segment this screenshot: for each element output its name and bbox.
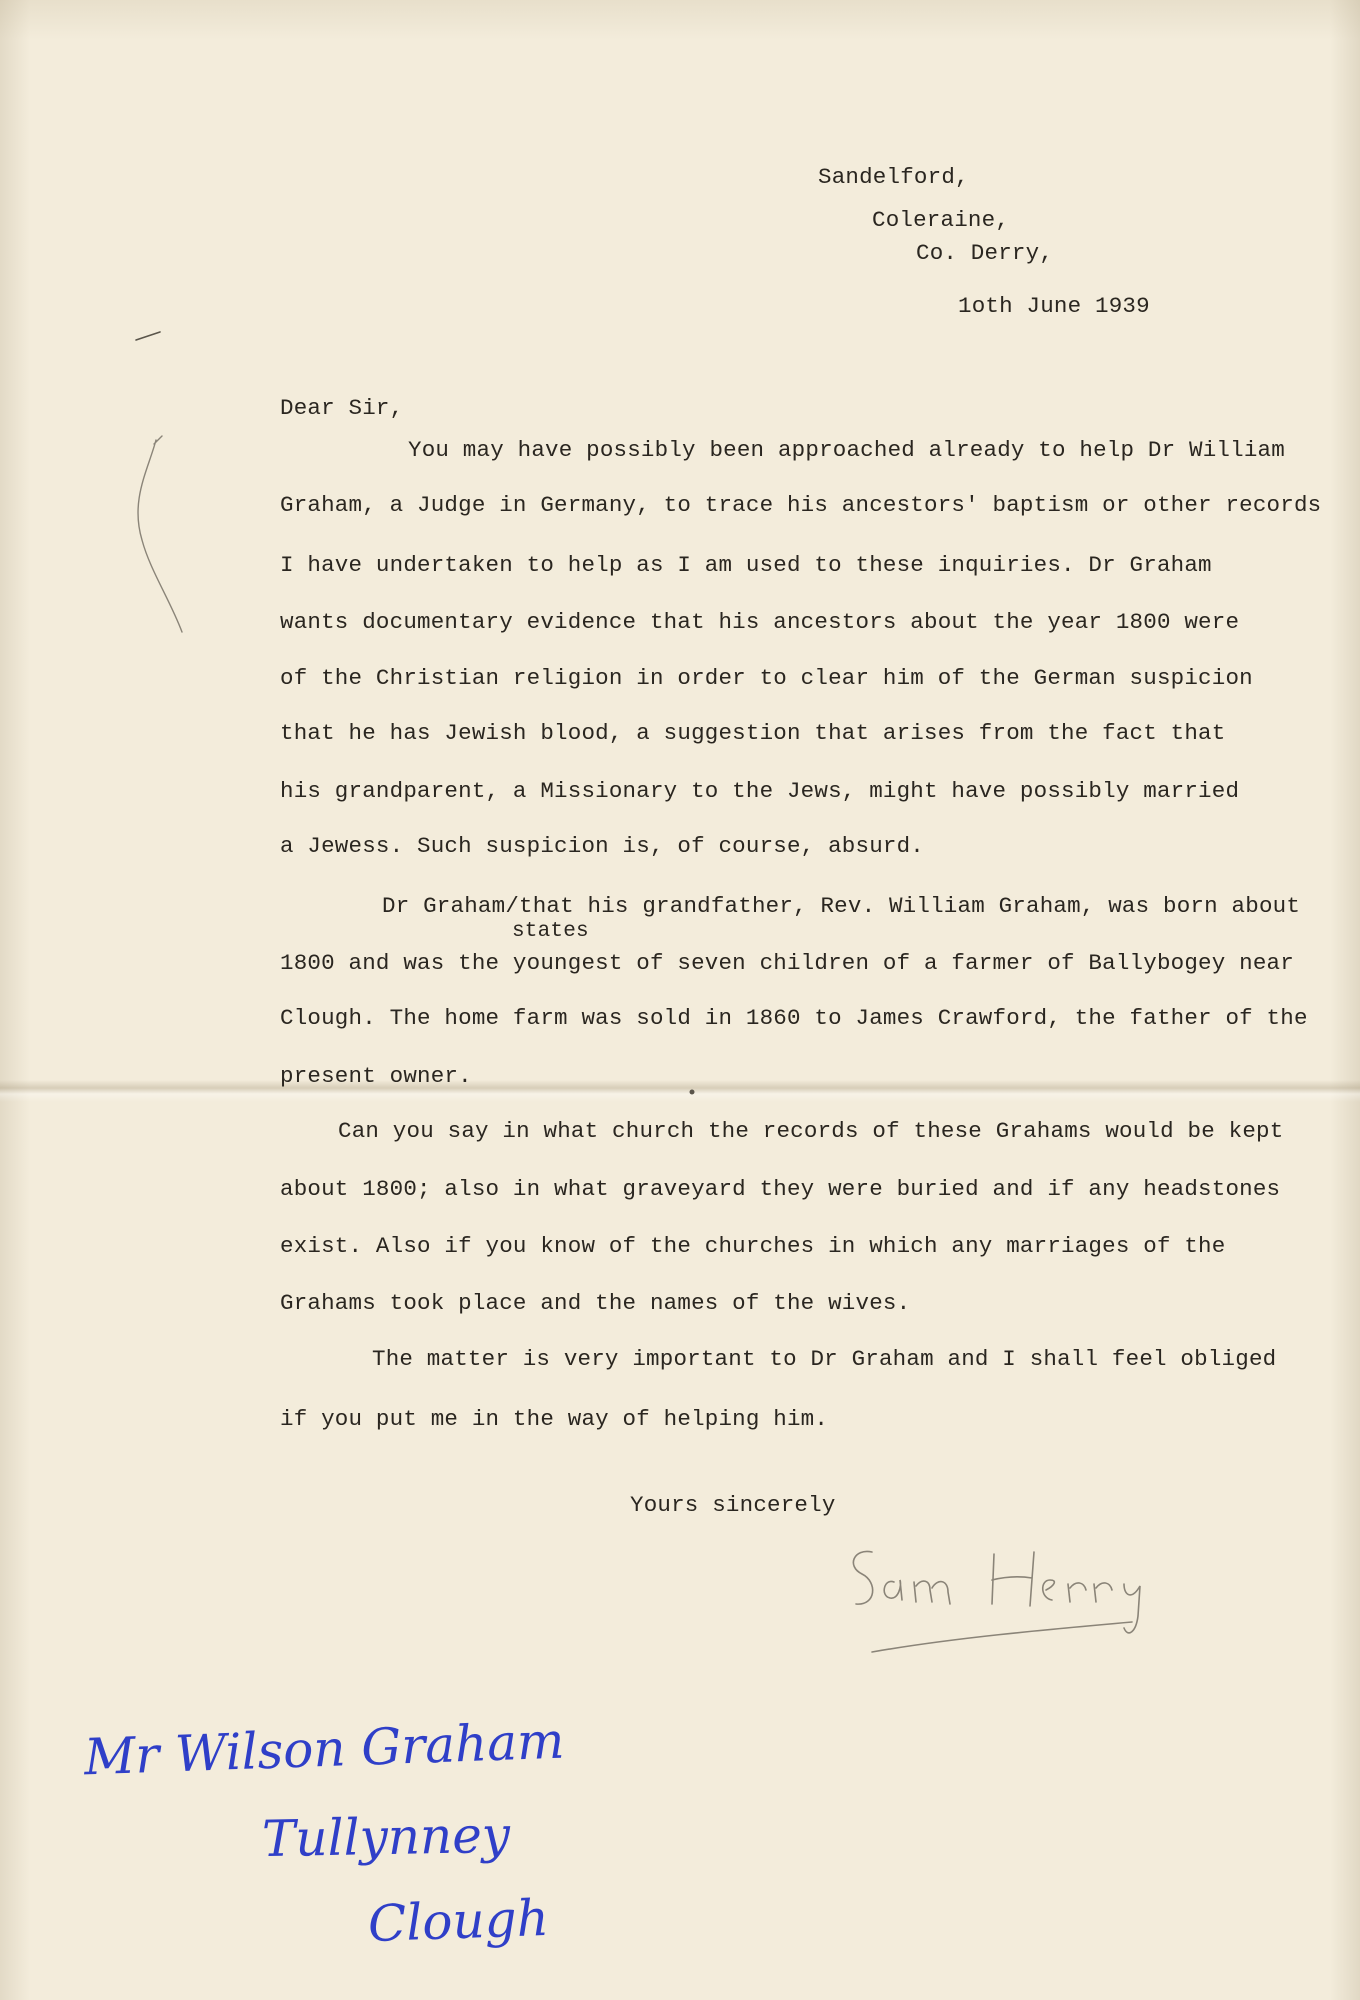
body-line-10: 1800 and was the youngest of seven children of a farmer of Ballybogey near: [280, 950, 1294, 976]
address-line-3: Co. Derry,: [916, 240, 1054, 266]
salutation: Dear Sir,: [280, 395, 404, 421]
body-line-1: You may have possibly been approached already to help Dr William: [408, 437, 1285, 463]
address-line-2: Coleraine,: [872, 207, 1010, 233]
body-line-9: Dr Graham/that his grandfather, Rev. William Graham, was born about: [382, 893, 1301, 919]
handwritten-town: Clough: [367, 1888, 550, 1954]
body-line-4: wants documentary evidence that his ancestors about the year 1800 were: [280, 609, 1240, 635]
margin-pencil-mark: [120, 430, 200, 640]
body-line-5: of the Christian religion in order to clear him of the German suspicion: [280, 665, 1253, 691]
body-line-18: if you put me in the way of helping him.: [280, 1406, 829, 1432]
margin-tick-mark: [134, 328, 164, 342]
body-line-7: his grandparent, a Missionary to the Jews, might have possibly married: [280, 778, 1240, 804]
address-line-1: Sandelford,: [818, 164, 969, 190]
body-line-2: Graham, a Judge in Germany, to trace his ancestors' baptism or other records: [280, 492, 1322, 518]
body-line-3: I have undertaken to help as I am used to these inquiries. Dr Graham: [280, 552, 1212, 578]
fold-center-mark: [686, 1086, 698, 1098]
interlinear-insertion: states: [512, 920, 589, 943]
letter-date: 1oth June 1939: [958, 293, 1150, 319]
body-line-17: The matter is very important to Dr Graham and I shall feel obliged: [372, 1346, 1277, 1372]
body-line-15: exist. Also if you know of the churches in which any marriages of the: [280, 1233, 1226, 1259]
body-line-11: Clough. The home farm was sold in 1860 to James Crawford, the father of the: [280, 1005, 1308, 1031]
closing: Yours sincerely: [630, 1492, 836, 1518]
signature: [832, 1520, 1192, 1670]
body-line-6: that he has Jewish blood, a suggestion that arises from the fact that: [280, 720, 1226, 746]
body-line-12: present owner.: [280, 1063, 472, 1089]
handwritten-townland: Tullynney: [261, 1805, 511, 1869]
body-line-14: about 1800; also in what graveyard they were buried and if any headstones: [280, 1176, 1281, 1202]
body-line-16: Grahams took place and the names of the wives.: [280, 1290, 911, 1316]
body-line-13: Can you say in what church the records of these Grahams would be kept: [338, 1118, 1284, 1144]
body-line-8: a Jewess. Such suspicion is, of course, absurd.: [280, 833, 925, 859]
handwritten-recipient-name: Mr Wilson Graham: [83, 1711, 566, 1787]
